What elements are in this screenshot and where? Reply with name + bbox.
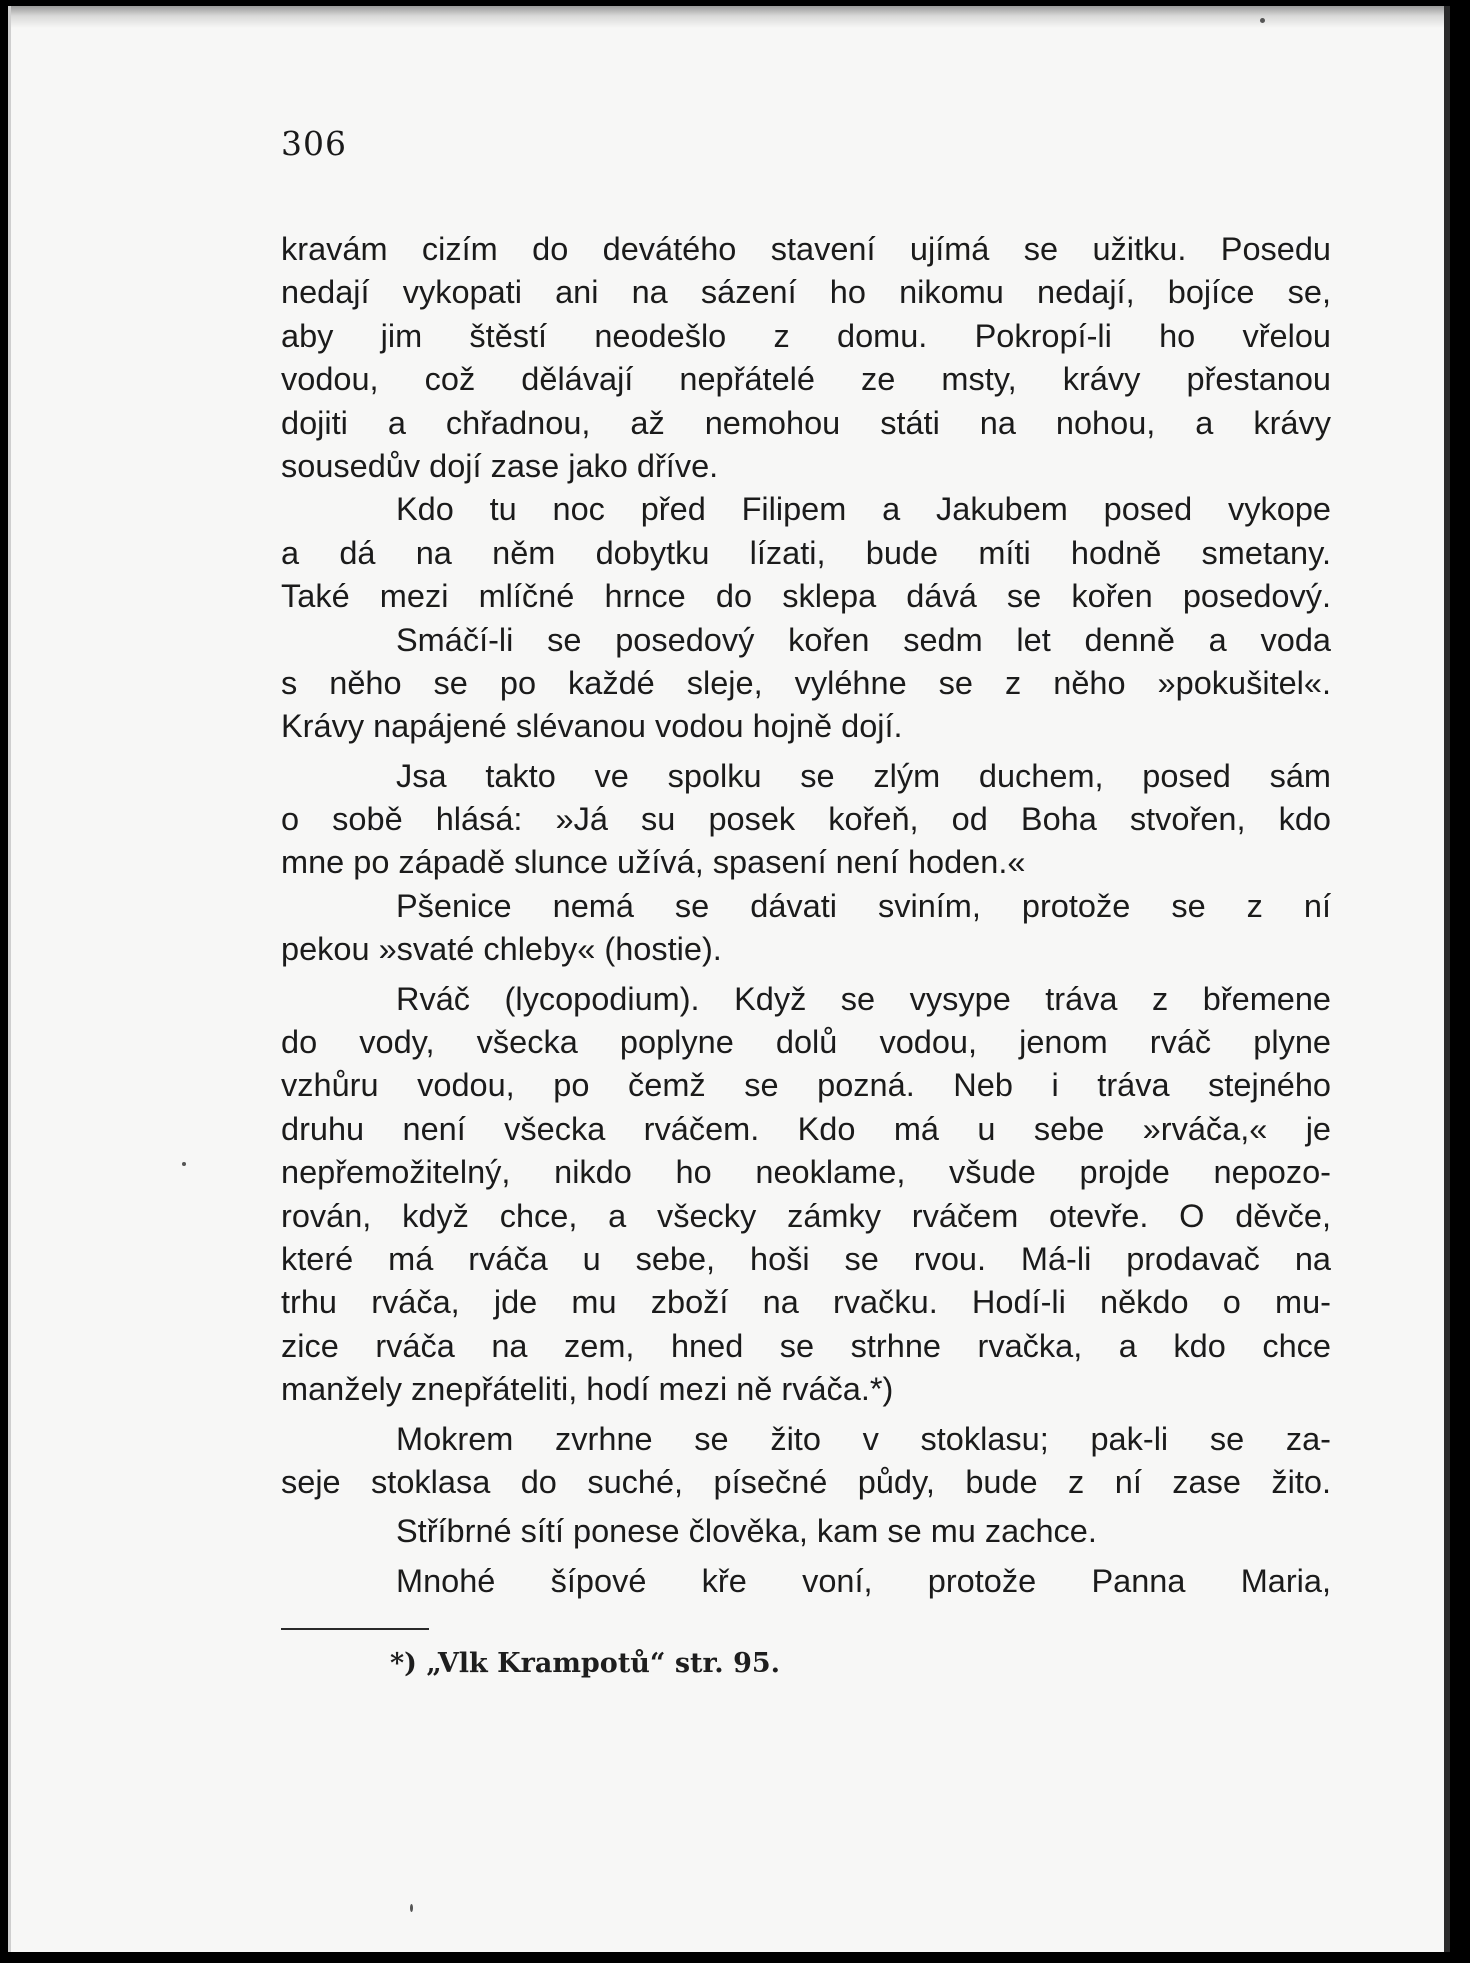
- book-page: [8, 6, 1450, 1952]
- text-line: Mokrem zvrhne se žito v stoklasu; pak-li se za-: [396, 1420, 1331, 1457]
- body-text: [281, 228, 1331, 1603]
- print-speck: [410, 1904, 413, 1912]
- text-line: Rváč (lycopodium). Když se vysype tráva z břemene: [396, 980, 1331, 1017]
- text-line: vodou, což dělávají nepřátelé ze msty, krávy přestanou: [281, 361, 1331, 398]
- text-line: Pšenice nemá se dávati sviním, protože se z ní: [396, 887, 1331, 924]
- text-line: zice rváča na zem, hned se strhne rvačka, a kdo chce: [281, 1327, 1331, 1364]
- text-line: druhu není všecka rváčem. Kdo má u sebe »rváča,« je: [281, 1110, 1331, 1147]
- text-line: rován, když chce, a všecky zámky rváčem otevře. O děvče,: [281, 1197, 1331, 1234]
- text-line: do vody, všecka poplyne dolů vodou, jenom rváč plyne: [281, 1024, 1331, 1061]
- page-left-edge: [8, 6, 11, 1952]
- text-line: mne po západě slunce užívá, spasení není hoden.«: [281, 844, 1026, 881]
- print-speck: [1260, 18, 1265, 23]
- text-line: Také mezi mlíčné hrnce do sklepa dává se kořen posedový.: [281, 578, 1331, 615]
- text-line: o sobě hlásá: »Já su posek kořeň, od Boha stvořen, kdo: [281, 801, 1331, 838]
- text-line: pekou »svaté chleby« (hostie).: [281, 931, 722, 968]
- text-line: které má rváča u sebe, hoši se rvou. Má-li prodavač na: [281, 1240, 1331, 1277]
- page-right-edge: [1444, 6, 1450, 1952]
- footnote: *) „Vlk Krampotů“ str. 95.: [390, 1648, 781, 1679]
- text-line: kravám cizím do devátého stavení ujímá se užitku. Posedu: [281, 231, 1331, 267]
- text-line: Stříbrné sítí ponese člověka, kam se mu zachce.: [396, 1513, 1097, 1550]
- text-line: vzhůru vodou, po čemž se pozná. Neb i tráva stejného: [281, 1067, 1331, 1104]
- text-line: a dá na něm dobytku lízati, bude míti hodně smetany.: [281, 534, 1331, 571]
- page-top-shadow: [8, 6, 1450, 28]
- text-line: sousedův dojí zase jako dříve.: [281, 447, 719, 484]
- page-number: 306: [281, 124, 347, 163]
- text-line: nepřemožitelný, nikdo ho neoklame, všude projde nepozo-: [281, 1154, 1331, 1191]
- text-line: Mnohé šípové kře voní, protože Panna Maria,: [396, 1562, 1331, 1599]
- text-line: Krávy napájené slévanou vodou hojně dojí.: [281, 708, 903, 745]
- text-line: aby jim štěstí neodešlo z domu. Pokropí-li ho vřelou: [281, 317, 1331, 354]
- text-line: dojiti a chřadnou, až nemohou státi na nohou, a krávy: [281, 404, 1331, 441]
- text-line: Kdo tu noc před Filipem a Jakubem posed vykope: [396, 491, 1331, 528]
- text-line: trhu rváča, jde mu zboží na rvačku. Hodí-li někdo o mu-: [281, 1284, 1331, 1321]
- footnote-divider: [281, 1628, 429, 1630]
- text-line: manžely znepřáteliti, hodí mezi ně rváča.*): [281, 1371, 894, 1408]
- text-line: s něho se po každé sleje, vyléhne se z něho »pokušitel«.: [281, 664, 1331, 701]
- text-line: Jsa takto ve spolku se zlým duchem, posed sám: [396, 757, 1331, 794]
- text-line: nedají vykopati ani na sázení ho nikomu nedají, bojíce se,: [281, 274, 1331, 311]
- text-line: Smáčí-li se posedový kořen sedm let denně a voda: [396, 621, 1331, 658]
- print-speck: [182, 1162, 186, 1166]
- text-line: seje stoklasa do suché, písečné půdy, bude z ní zase žito.: [281, 1463, 1331, 1500]
